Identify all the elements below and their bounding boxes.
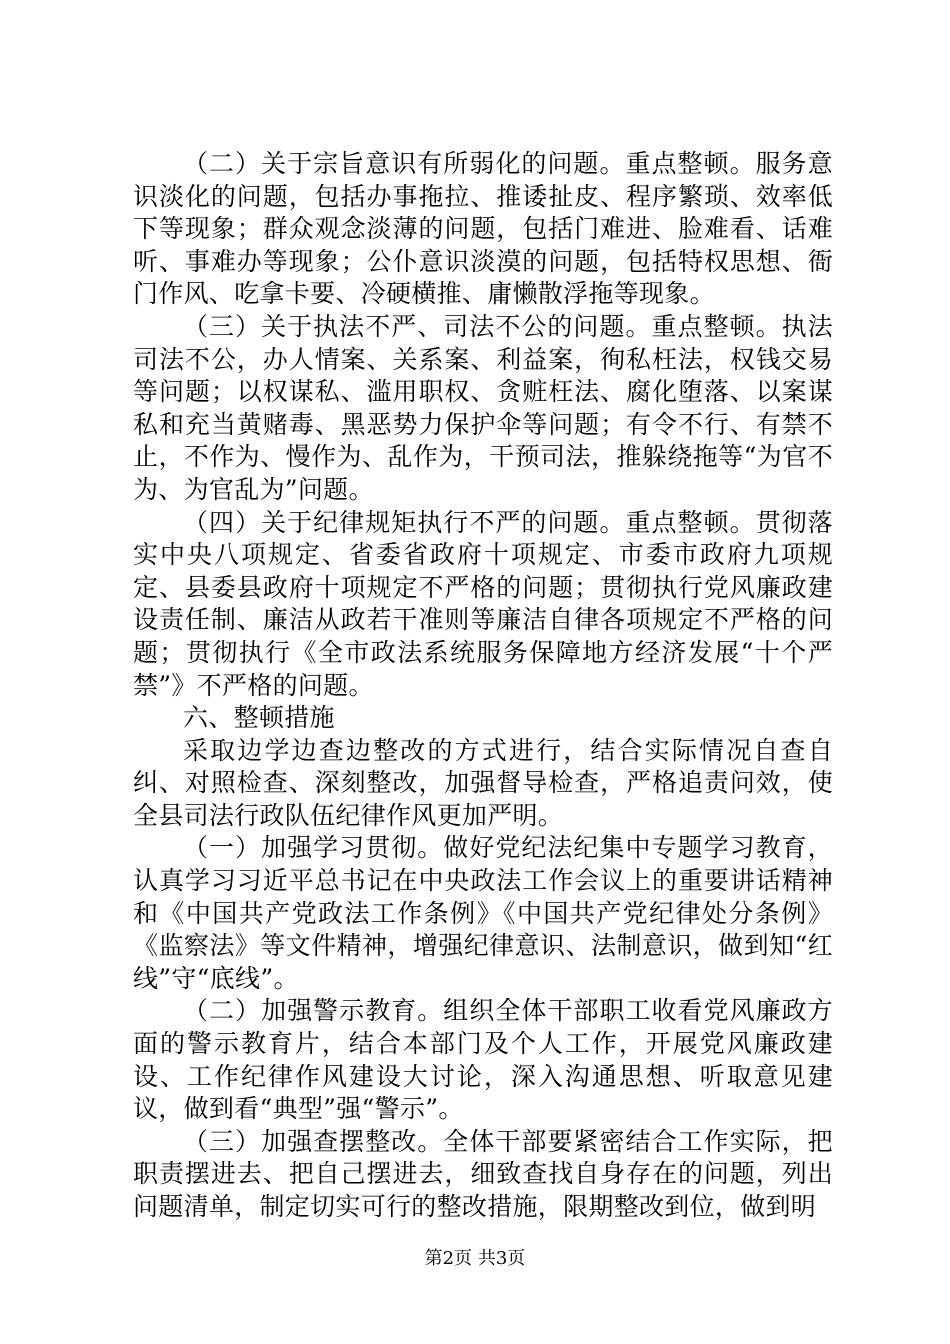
page-number: 第2页 共3页 [424,1248,526,1269]
section-heading-measures: 六、整顿措施 [183,703,335,733]
paragraph-measures-intro: 采取边学边查边整改的方式进行，结合实际情况自查自纠、对照检查、深刻整改，加强督导检查，严格追责问效，使全县司法行政队伍纪律作风更加严明。 [133,735,833,830]
paragraph-warning-education: （二）加强警示教育。组织全体干部职工收看党风廉政方面的警示教育片，结合本部门及个人工作，开展党风廉政建设、工作纪律作风建设大讨论，深入沟通思想、听取意见建议，做到看“典型”强“警示”。 [133,996,833,1124]
document-body [133,148,833,1224]
paragraph-study: （一）加强学习贯彻。做好党纪法纪集中专题学习教育，认真学习习近平总书记在中央政法工作会议上的重要讲话精神和《中国共产党政法工作条例》《中国共产党纪律处分条例》《监察法》等文件精神，增强纪律意识、法制意识，做到知“红线”守“底线”。 [133,833,833,993]
paragraph-rectification: （三）加强查摆整改。全体干部要紧密结合工作实际，把职责摆进去、把自己摆进去，细致查找自身存在的问题，列出问题清单，制定切实可行的整改措施，限期整改到位，做到明 [133,1126,833,1221]
page-footer [0,1248,950,1270]
paragraph-law-enforcement: （三）关于执法不严、司法不公的问题。重点整顿。执法司法不公，办人情案、关系案、利益案，徇私枉法，权钱交易等问题；以权谋私、滥用职权、贪赃枉法、腐化堕落、以案谋私和充当黄赌毒、黑恶势力保护伞等问题；有令不行、有禁不止，不作为、慢作为、乱作为，干预司法，推躲绕拖等“为官不为、为官乱为”问题。 [133,311,833,504]
paragraph-discipline-rules: （四）关于纪律规矩执行不严的问题。重点整顿。贯彻落实中央八项规定、省委省政府十项规定、市委市政府九项规定、县委县政府十项规定不严格的问题；贯彻执行党风廉政建设责任制、廉洁从政若干准则等廉洁自律各项规定不严格的问题；贯彻执行《全市政法系统服务保障地方经济发展“十个严禁”》不严格的问题。 [133,507,833,700]
paragraph-mission-awareness: （二）关于宗旨意识有所弱化的问题。重点整顿。服务意识淡化的问题，包括办事拖拉、推诿扯皮、程序繁琐、效率低下等现象；群众观念淡薄的问题，包括门难进、脸难看、话难听、事难办等现象；公仆意识淡漠的问题，包括特权思想、衙门作风、吃拿卡要、冷硬横推、庸懒散浮拖等现象。 [133,149,833,309]
